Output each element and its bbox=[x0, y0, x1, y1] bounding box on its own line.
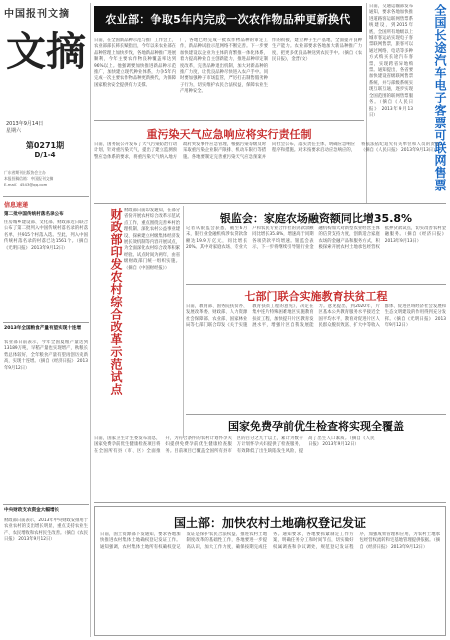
a5-bottom-rule bbox=[94, 502, 446, 503]
brief-title-2: 中央财政支农资金大幅增长 bbox=[4, 508, 60, 513]
weekday-line: 星期六 bbox=[6, 128, 22, 134]
a6-body: 日前，国土资源部下发通知，要求各地加快推进农村集体土地确权登记发证工作。通知强调，农村集体土地所有权确权登记发证是保护农民合法权益、推进农村土地制度改革的基础性工作，各地要进一步提高认识，加大工作力度，确保按期完成任务。通知要求，各地要抓紧制定工作方案，明确任务分工和时间节点，切实做好权属调查和争议调处，规范登记发证程序，加强成果管理和应用，为农村土地承包经营权流转和宅基地管理提供依据。（摘自《经济日报》 2013年9月12日） bbox=[100, 532, 440, 550]
a2-body: 日前，国务院公开发布了大气污染防治行动计划，针对重污染天气，提出了建立监测预警应急体系的要求，将重污染天气纳入地方政府突发事件应急管理，根据污染等级及时采取重污染企业限产限排、机动车限行等措施。各地要制定完善重污染天气应急预案并向社会公布，落实责任主体，明确应急响应程序和措施。对未按要求启动应急响应的，将依法依纪追究有关单位和人员的责任。（摘自《人民日报》 2013年9月13日） bbox=[94, 142, 444, 160]
a3-title: 银监会：家庭农场融资额同比增35.8% bbox=[219, 212, 413, 225]
column-title: 文摘 bbox=[6, 28, 86, 75]
a5-body: 日前，国家卫生计生委发布消息，国家免费孕前优生健康检查项目将在全国所有县（市、区）全面推开，为符合条件的农村计划怀孕夫妇提供免费孕前优生健康检查服务。目前项目已覆盖全国所有县市区的百分之九十以上，累计为数千万计划怀孕夫妇提供了检查服务，有效降低了出生缺陷发生风险，提高了出生人口素质。（摘自《人民日报》 2013年9月12日） bbox=[94, 436, 375, 454]
a4-body: 日前，教育部、国务院扶贫办、发展改革委、财政部、人力资源社会保障部、农业部、国家林业局等七部门联合印发《关于实施教育扶贫工程的意见》，决定在集中连片特殊困难地区实施教育扶贫工程，加快提升片区教育发展水平，增强片区自我发展能力。意见提出，到2020年，片区基本公共教育服务水平接近全国平均水平，教育对促进片区人民群众脱贫致富、扩大中等收入群体、促进区域经济社会发展和生态文明建设的作用得到充分发挥。（摘自《光明日报》 2013年9月12日） bbox=[186, 304, 446, 329]
a1-col2: 广，各地已经完成一批农作物品种的审定工作，新品种试验示范网络不断完善。下一步要加快建设以企业为主体的育繁推一体化体系，着力提高种业自主创新能力，推进品种审定制度改革，完善品种退出机制，加大对新品种的推广力度，让优良品种尽快进入农户手中。同时要加强种子市场监管，严厉打击制售假劣种子行为，切实维护农民合法权益，保障农业生产用种安全。 bbox=[180, 38, 268, 95]
a5-title: 国家免费孕前优生检查将实现全覆盖 bbox=[228, 420, 404, 433]
vertical-title: 财政部印发农村综合改革示范试点 bbox=[109, 208, 123, 396]
paper-name: 中国报刊文摘 bbox=[4, 9, 70, 20]
a1-col1: 日前，在全国新品种示范与推广工作会上，农业部部长韩长赋指出，今年以来农业部在品种管理上加快步伐，各地新品种推广进展顺利，今年主要农作物良种覆盖率达到96%以上。他强调要加快推进新品种示范推广，加快建立现代种业体系，力争5年内完成一次主要农作物品种更新换代，为保障国家粮食安全提供有力支撑。 bbox=[94, 38, 176, 88]
a2-bottom-rule bbox=[94, 203, 446, 204]
banner-headline-text: 农业部：争取5年内完成一次农作物品种更新换代 bbox=[105, 13, 351, 26]
left-column-rule bbox=[90, 3, 91, 637]
a4-bottom-rule bbox=[186, 414, 446, 415]
issue-number: 第0271期 bbox=[25, 141, 65, 150]
brief-title-1: 2013年全国粮食产量有望实现十连增 bbox=[4, 326, 82, 331]
vertical-body: 财政部日前印发通知，在部分省份开展农村综合改革示范试点工作，重点围绕完善乡村治理机制、深化农村公益事业建设、探索建立村级集体经济发展长效机制等内容开展试点，为全面深化农村综合改革积累经验。试点时间为两年，由省级财政部门统一组织实施。（摘自《中国财经报》） bbox=[124, 208, 180, 271]
brief-divider-2 bbox=[3, 504, 89, 505]
brief-divider-1 bbox=[3, 322, 89, 323]
right-col-body: 日前，交通运输部发布通知，要求各地加快推进道路客运联网售票系统建设，到2015年底，全国所有地级以上城市客运站实现电子客票联网售票，旅客可以通过网络、电话等多种方式购买长途汽车客票，实现跨省异地购票。通知提出，各省要加快建设省级联网售票系统，并与部级系统实现互联互通，逐步实现全国范围的联网售票服务。（摘自《人民日报》 2013年9月13日） bbox=[369, 4, 413, 118]
brief-body-0: 住房城乡建设部、文化部、财政部近日联合公布了第二批列入中国传统村落名录的村落名单，共915个村落入选。至此，列入中国传统村落名录的村落已达1561个。（摘自《光明日报》 2013年9月12日） bbox=[4, 220, 88, 251]
date-line: 2013年9月14日 bbox=[6, 121, 44, 127]
a1-col3: 作的衔接，建立种子生产基地，全面提升良种生产能力。农业部要求各地加大新品种推广力度，把更多优良品种送到农民手中。（摘自《农民日报》，金晋/文） bbox=[272, 38, 362, 63]
a2-title: 重污染天气应急响应将实行责任制 bbox=[146, 128, 312, 141]
a3-bottom-rule bbox=[186, 284, 446, 285]
masthead-info-1: 本报投稿信箱：中国报刊文摘 bbox=[4, 176, 54, 181]
a1-bottom-rule bbox=[94, 120, 364, 121]
masthead-info-2: E-mail：4543@qq.com bbox=[4, 182, 48, 187]
brief-body-2: 财政部日前表示，2013年中央财政安排用于农业农村的支出增长明显，重点支持农业生产、农民增收和农村民生改善。（摘自《农民日报》 2013年9月12日） bbox=[4, 518, 88, 543]
a4-title: 七部门联合实施教育扶贫工程 bbox=[244, 290, 388, 303]
vertical-feature-rule bbox=[183, 206, 184, 438]
masthead-info-0: 广东省期刊出版协会主办 bbox=[4, 170, 46, 175]
page-range: D/1-4 bbox=[34, 151, 56, 159]
brief-body-1: 农业部日前表示，今年全国夏粮产量达到13189万吨，早稻产量也实现增产，秋粮长势总体较好，全年粮食产量有望再创历史新高，实现十连增。（摘自《经济日报》 2013年9月12日） bbox=[4, 340, 88, 371]
banner-headline bbox=[94, 6, 362, 32]
a3-body: 记者从银监会获悉，截至6月末，银行业金融机构涉农贷款余额达19.9万亿元，同比增长20%。其中对家庭农场、专业大户和农民专业合作社的贷款余额同比增长35.8%，增速高于同期各项贷款平均增速。银监会表示，下一步将继续引导银行业金融机构加大对新型农业经营主体的信贷支持力度，创新适合家庭农场的金融产品和服务方式，积极探索开展农村土地承包经营权抵押贷款试点，切实改善农村金融服务。（摘自《经济日报》 2013年9月13日） bbox=[186, 226, 446, 251]
a6-title: 国土部：加快农村土地确权登记发证 bbox=[173, 516, 366, 530]
masthead-divider bbox=[3, 196, 89, 197]
section-heading: 信息速递 bbox=[4, 202, 29, 209]
brief-title-0: 第二批中国传统村落名录公布 bbox=[4, 212, 64, 217]
right-col-title: 全国长途汽车电子客票可联网售票 bbox=[433, 4, 447, 192]
